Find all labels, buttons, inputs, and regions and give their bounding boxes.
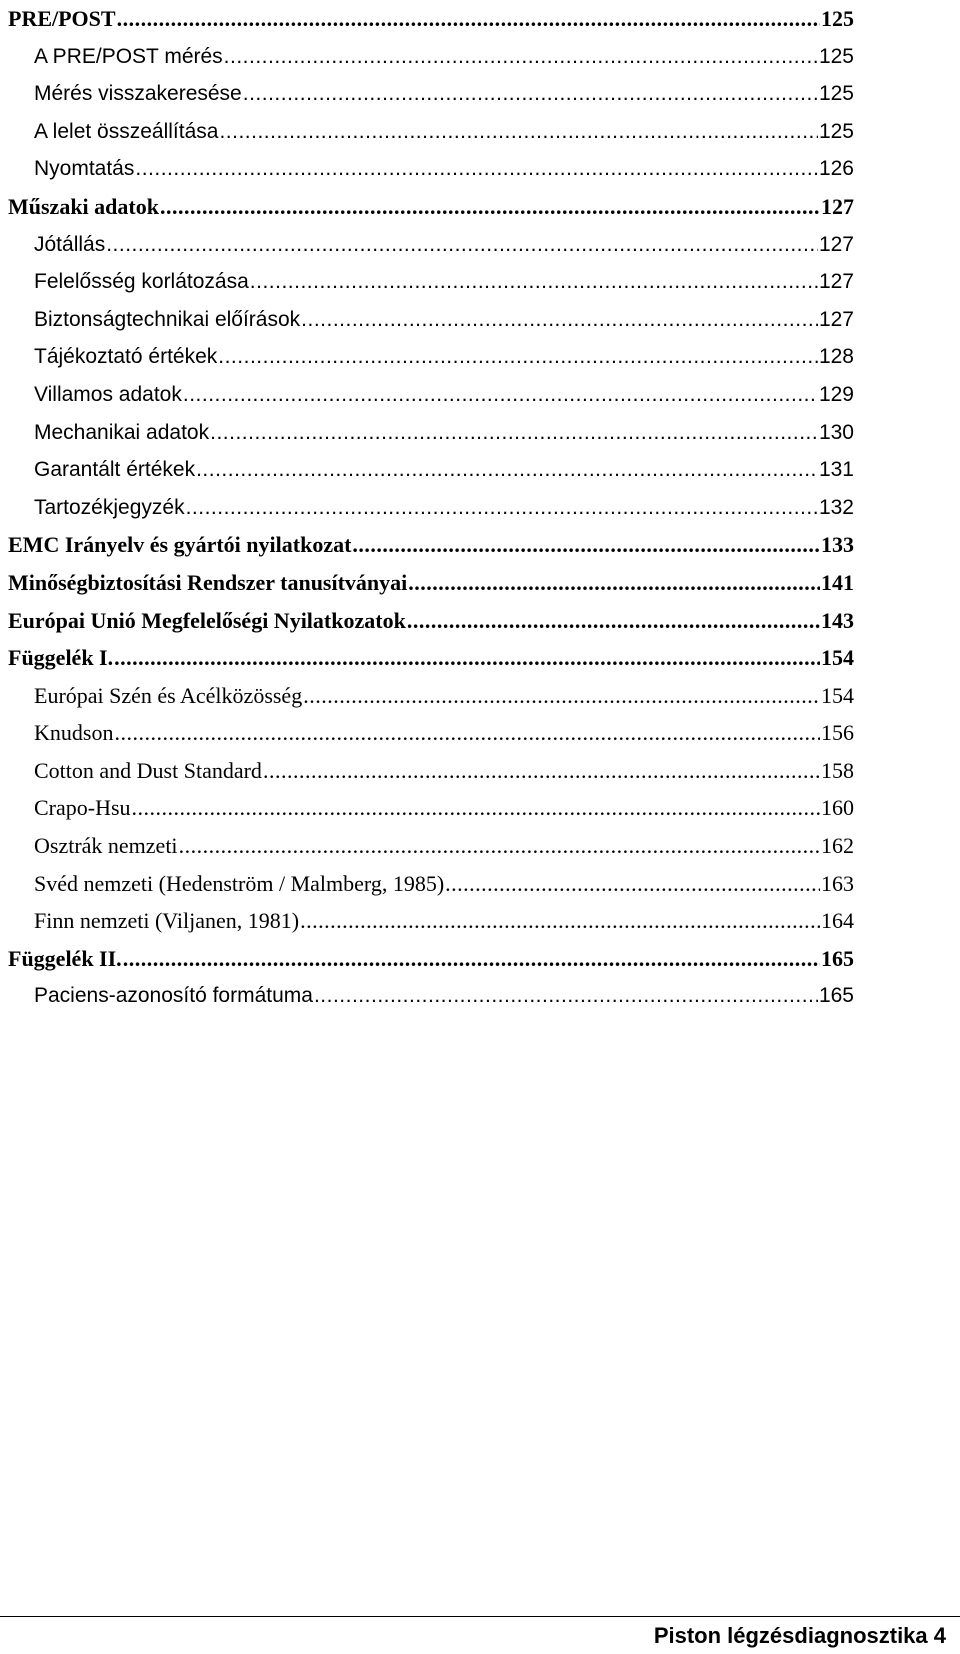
toc-subsection-entry[interactable] <box>8 714 854 752</box>
toc-dot-leader <box>117 0 820 38</box>
toc-dot-leader <box>303 677 820 715</box>
toc-subsection-entry[interactable] <box>8 789 854 827</box>
toc-section-entry[interactable] <box>8 0 854 38</box>
toc-dot-leader <box>196 451 818 489</box>
toc-section-entry[interactable] <box>8 188 854 226</box>
toc-dot-leader <box>250 263 818 301</box>
toc-entry-title: Garantált értékek <box>34 458 196 482</box>
toc-section-entry[interactable] <box>8 526 854 564</box>
toc-page-number: 128 <box>818 345 854 369</box>
toc-entry-title: Függelék II. <box>8 945 122 971</box>
toc-page-number: 126 <box>818 157 854 181</box>
toc-page-number: 127 <box>821 193 854 219</box>
toc-subsection-entry[interactable] <box>8 977 854 1015</box>
toc-subsection-entry[interactable] <box>8 489 854 527</box>
toc-page-number: 125 <box>818 82 854 106</box>
toc-section-entry[interactable] <box>8 639 854 677</box>
toc-subsection-entry[interactable] <box>8 414 854 452</box>
toc-page-number: 125 <box>818 44 854 68</box>
toc-entry-title: A PRE/POST mérés <box>34 44 223 68</box>
toc-dot-leader <box>114 714 820 752</box>
toc-entry-title: Villamos adatok <box>34 382 182 406</box>
toc-entry-title: Knudson <box>34 720 114 746</box>
toc-entry-title: Finn nemzeti (Viljanen, 1981) <box>34 908 300 934</box>
toc-subsection-entry[interactable] <box>8 226 854 264</box>
toc-dot-leader <box>408 564 820 602</box>
toc-entry-title: PRE/POST <box>8 6 116 31</box>
toc-entry-title: Mechanikai adatok <box>34 420 210 444</box>
toc-subsection-entry[interactable] <box>8 38 854 76</box>
toc-subsection-entry[interactable] <box>8 902 854 940</box>
toc-entry-title: Európai Unió Megfelelőségi Nyilatkozatok <box>8 607 406 633</box>
toc-subsection-entry[interactable] <box>8 376 854 414</box>
toc-dot-leader <box>263 752 820 790</box>
toc-entry-title: Műszaki adatok <box>8 193 159 219</box>
toc-subsection-entry[interactable] <box>8 451 854 489</box>
toc-page-number: 131 <box>818 458 854 482</box>
toc-dot-leader <box>123 940 820 978</box>
toc-section-entry[interactable] <box>8 564 854 602</box>
toc-page-number: 132 <box>818 495 854 519</box>
toc-dot-leader <box>114 639 820 677</box>
toc-page-number: 154 <box>821 682 854 708</box>
toc-subsection-entry[interactable] <box>8 263 854 301</box>
toc-dot-leader <box>186 489 818 527</box>
toc-subsection-entry[interactable] <box>8 75 854 113</box>
toc-section-entry[interactable] <box>8 602 854 640</box>
toc-page-number: 163 <box>821 870 854 896</box>
toc-subsection-entry[interactable] <box>8 338 854 376</box>
toc-dot-leader <box>219 113 818 151</box>
toc-entry-title: Mérés visszakeresése <box>34 82 242 106</box>
toc-dot-leader <box>445 865 820 903</box>
toc-subsection-entry[interactable] <box>8 113 854 151</box>
toc-page-number: 160 <box>821 795 854 821</box>
toc-subsection-entry[interactable] <box>8 865 854 903</box>
toc-subsection-entry[interactable] <box>8 827 854 865</box>
footer-title: Piston légzésdiagnosztika 4 <box>653 1623 946 1648</box>
toc-dot-leader <box>224 38 818 76</box>
toc-entry-title: Svéd nemzeti (Hedenström / Malmberg, 1985) <box>34 870 445 896</box>
toc-entry-title: Nyomtatás <box>34 157 135 181</box>
toc-entry-title: Osztrák nemzeti <box>34 833 178 859</box>
toc-dot-leader <box>243 75 818 113</box>
toc-page-number: 162 <box>821 833 854 859</box>
toc-entry-title: Függelék I. <box>8 645 114 671</box>
toc-dot-leader <box>106 226 818 264</box>
footer-divider <box>0 1616 960 1617</box>
toc-entry-title: A lelet összeállítása <box>34 119 219 143</box>
toc-entry-title: Crapo-Hsu <box>34 795 131 821</box>
toc-dot-leader <box>179 827 820 865</box>
toc-page-number: 127 <box>818 307 854 331</box>
toc-page-number: 141 <box>821 569 854 595</box>
toc-page-number: 158 <box>821 757 854 783</box>
toc-entry-title: Európai Szén és Acélközösség <box>34 682 303 708</box>
toc-page-number: 125 <box>821 6 854 31</box>
toc-subsection-entry[interactable] <box>8 150 854 188</box>
toc-entry-title: EMC Irányelv és gyártói nyilatkozat <box>8 532 352 558</box>
toc-dot-leader <box>210 414 818 452</box>
toc-page-number: 165 <box>818 984 854 1008</box>
toc-page-number: 129 <box>818 382 854 406</box>
toc-page-number: 154 <box>821 645 854 671</box>
toc-subsection-entry[interactable] <box>8 301 854 339</box>
toc-dot-leader <box>135 150 818 188</box>
toc-page-number: 164 <box>821 908 854 934</box>
toc-dot-leader <box>300 902 820 940</box>
toc-page-number: 125 <box>818 119 854 143</box>
toc-entry-title: Jótállás <box>34 232 106 256</box>
toc-subsection-entry[interactable] <box>8 677 854 715</box>
toc-entry-title: Tartozékjegyzék <box>34 495 185 519</box>
toc-dot-leader <box>132 789 820 827</box>
toc-entry-title: Felelősség korlátozása <box>34 270 249 294</box>
toc-entry-title: Cotton and Dust Standard <box>34 757 262 783</box>
table-of-contents <box>8 0 854 1015</box>
toc-section-entry[interactable] <box>8 940 854 978</box>
toc-page-number: 156 <box>821 720 854 746</box>
toc-entry-title: Biztonságtechnikai előírások <box>34 307 301 331</box>
toc-page-number: 133 <box>821 532 854 558</box>
toc-page-number: 143 <box>821 607 854 633</box>
toc-page-number: 127 <box>818 270 854 294</box>
toc-dot-leader <box>218 338 818 376</box>
toc-dot-leader <box>301 301 818 339</box>
toc-dot-leader <box>160 188 820 226</box>
toc-entry-title: Paciens-azonosító formátuma <box>34 984 313 1008</box>
toc-page-number: 127 <box>818 232 854 256</box>
toc-entry-title: Minőségbiztosítási Rendszer tanusítványai <box>8 569 408 595</box>
toc-dot-leader <box>407 602 820 640</box>
toc-entry-title: Tájékoztató értékek <box>34 345 218 369</box>
toc-subsection-entry[interactable] <box>8 752 854 790</box>
toc-dot-leader <box>183 376 818 414</box>
toc-page-number: 130 <box>818 420 854 444</box>
toc-page-number: 165 <box>821 945 854 971</box>
toc-dot-leader <box>352 526 820 564</box>
toc-dot-leader <box>314 977 818 1015</box>
